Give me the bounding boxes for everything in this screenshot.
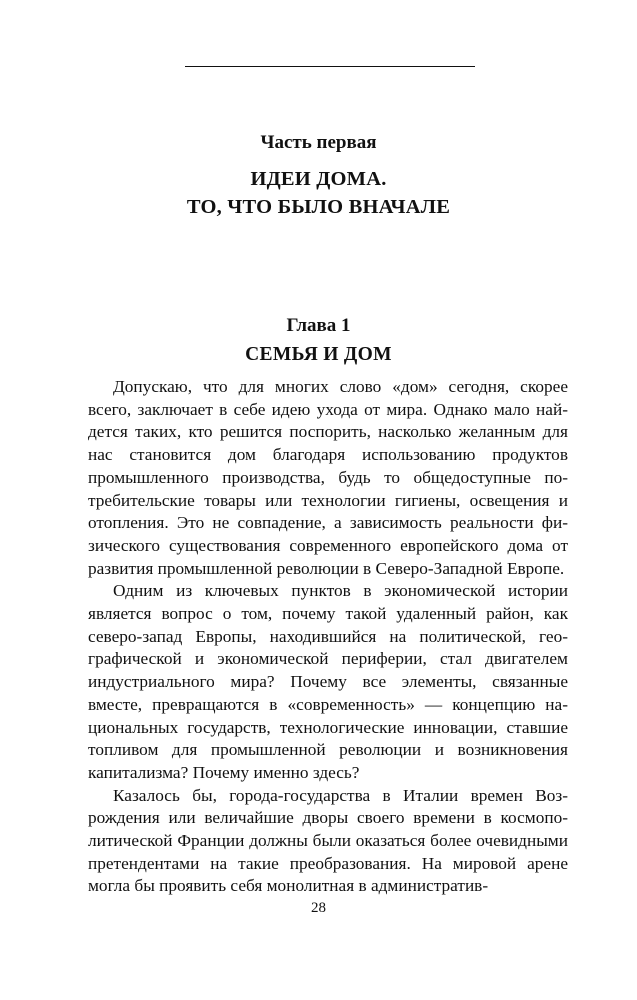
paragraph-3: Казалось бы, города-государства в Италии времен Возрождения или величайшие дворы своего времени в космополитической Франции должны были оказаться более очевидными претендентами на такие преобразования. На мировой арене могла бы проявить себя монолитная в административ- — [88, 785, 568, 896]
paragraph-2: Одним из ключевых пунктов в экономической истории является вопрос о том, почему такой удаленный район, как северо-запад Европы, находившийся на политической, географической и экономической периферии, стал двигателем индустриального мира? Почему все элементы, связанные вместе, превращаются в «современность» — концепцию национальных государств, технологические инновации, ставшие топливом для промышленной революции и возникновения капитализма? Почему именно здесь? — [88, 581, 568, 782]
part-title-line-1: ИДЕИ ДОМА. — [250, 168, 387, 190]
page-number: 28 — [311, 900, 326, 916]
chapter-label: Глава 1 — [286, 315, 351, 336]
chapter-body-text — [88, 376, 568, 898]
chapter-title: СЕМЬЯ И ДОМ — [245, 344, 392, 365]
part-label: Часть первая — [260, 132, 377, 153]
paragraph-1: Допускаю, что для многих слово «дом» сегодня, скорее всего, заключает в себе идею ухода от мира. Однако мало найдется таких, кто решится поспорить, насколько желанным для нас становится дом благодаря использованию продуктов промышленного производства, будь то общедоступные потребительские товары или технологии гигиены, освещения и отопления. Это не совпадение, а зависимость реальности физического существования современного европейского дома от развития промышленной революции в Северо-Западной Европе. — [88, 377, 568, 578]
top-divider-rule — [185, 66, 475, 67]
part-title-line-2: ТО, ЧТО БЫЛО ВНАЧАЛЕ — [186, 196, 451, 218]
